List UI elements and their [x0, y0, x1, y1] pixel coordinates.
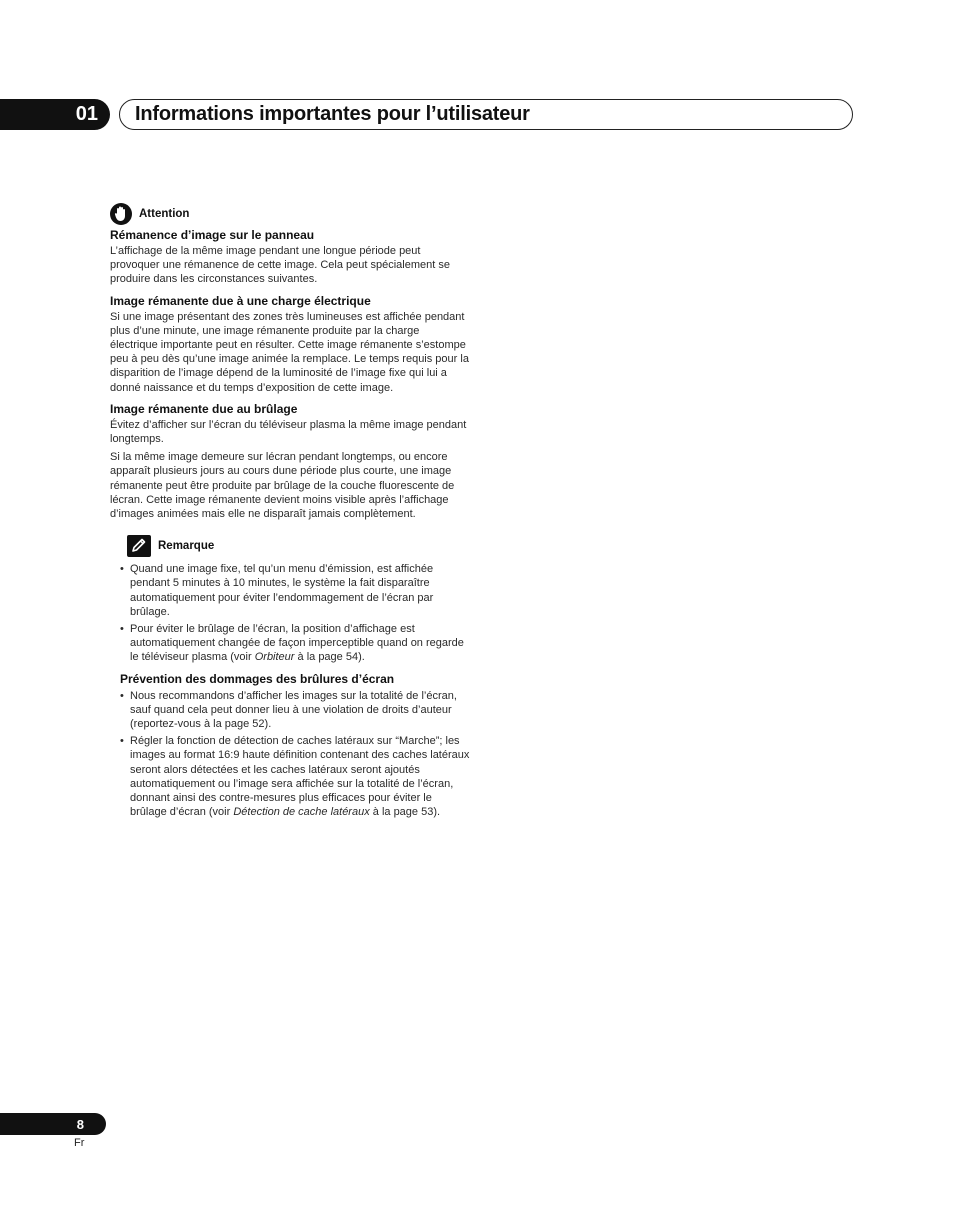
chapter-number-tab — [0, 99, 110, 130]
list-item: • Nous recommandons d’afficher les images sur la totalité de l’écran, sauf quand cela peut donner lieu à une violation de droits d’auteur (reportez-vous à la page 52). — [120, 689, 470, 732]
page-title: Informations importantes pour l’utilisateur — [135, 103, 530, 125]
paragraph: Si une image présentant des zones très lumineuses est affichée pendant plus d’une minute, une image rémanente produite par la charge électrique importante peut en résulter. Cette image rémanente s’estompe peu à peu dès qu’une image animée la remplace. Le temps requis pour la disparition de l’image dépend de la luminosité de l’image fixe qui lui a donné naissance et du temps d’exposition de cette image. — [110, 310, 469, 394]
section-heading-prevention: Prévention des dommages des brûlures d’écran — [120, 671, 395, 686]
section-heading-burn-in: Image rémanente due au brûlage — [110, 401, 298, 416]
paragraph: Évitez d’afficher sur l’écran du téléviseur plasma la même image pendant longtemps. — [110, 418, 467, 446]
list-item: • Pour éviter le brûlage de l’écran, la position d’affichage est automatiquement changée de façon imperceptible quand on regarde le téléviseur plasma (voir Orbiteur à la page 54). — [120, 622, 470, 665]
pencil-note-icon — [127, 535, 151, 557]
list-item: • Régler la fonction de détection de caches latéraux sur “Marche”; les images au format 16:9 haute définition contenant des caches latéraux seront alors détectées et les caches latéraux seront ajoutés automatiquement ou l’image sera affichée sur la totalité de l’écran, donnant ainsi des contre-mesures plus efficaces pour éviter le brûlage d’écran (voir Détection de cache latéraux à la page 53). — [120, 734, 470, 819]
paragraph: L’affichage de la même image pendant une longue période peut provoquer une rémanence de cette image. Cela peut spécialement se produire dans les circonstances suivantes. — [110, 245, 450, 286]
chapter-number: 01 — [75, 103, 98, 125]
list-item: • Quand une image fixe, tel qu’un menu d’émission, est affichée pendant 5 minutes à 10 minutes, le système la fait disparaître automatiquement pour éviter l’endommagement de l’écran par brûlage. — [120, 562, 470, 619]
remarque-block — [120, 535, 470, 819]
cross-reference: Détection de cache latéraux — [233, 806, 370, 819]
attention-label: Attention — [139, 208, 190, 220]
cross-reference: Orbiteur — [254, 651, 295, 664]
chapter-title-box — [119, 99, 853, 130]
prevention-list — [120, 689, 470, 820]
remarque-label: Remarque — [158, 540, 215, 553]
page-number: 8 — [76, 1116, 84, 1132]
hand-stop-icon — [110, 203, 132, 225]
content-column — [110, 203, 470, 820]
language-code: Fr — [74, 1137, 85, 1149]
remarque-list — [120, 562, 470, 664]
attention-callout — [110, 203, 470, 225]
page-number-tab — [0, 1113, 106, 1135]
section-heading-retention: Rémanence d’image sur le panneau — [110, 228, 315, 242]
section-heading-electric-charge: Image rémanente due à une charge électrique — [110, 293, 371, 308]
paragraph: Si la même image demeure sur lécran pendant longtemps, ou encore apparaît plusieurs jours au cours dune période plus courte, une image rémanente peut être produite par brûlage de la couche fluorescente de lécran. Cette image rémanente devient moins visible après l’affichage d’images animées mais elle ne disparaît jamais complètement. — [110, 451, 455, 521]
remarque-callout — [127, 535, 470, 557]
